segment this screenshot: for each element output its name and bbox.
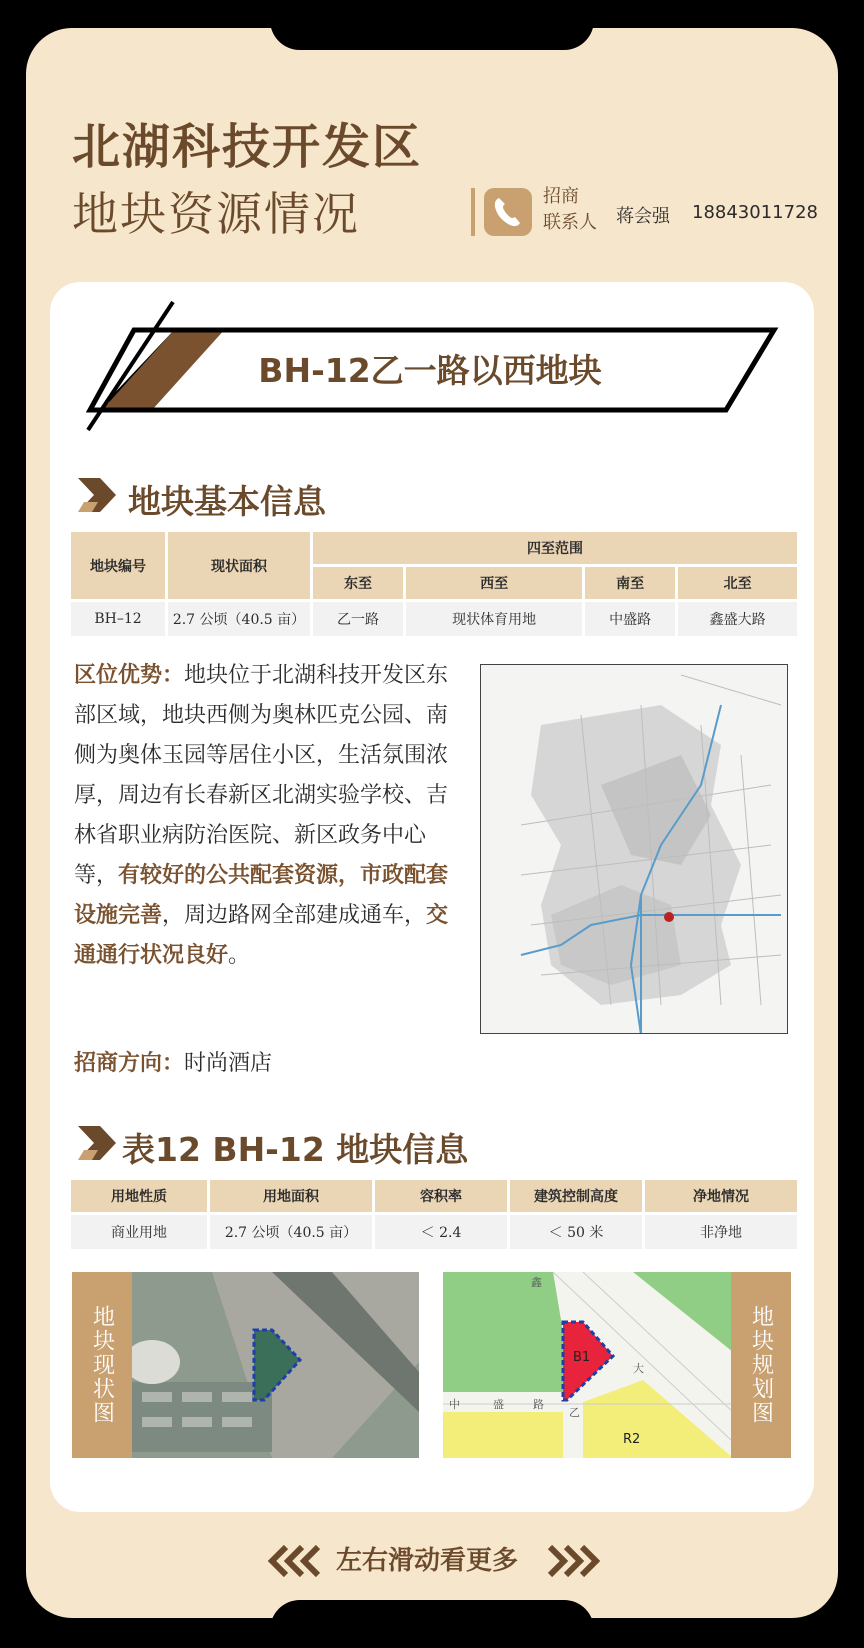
- chevron-right-double-icon[interactable]: [540, 1544, 600, 1578]
- chevron-right-icon: [78, 478, 118, 512]
- header-height: 建筑控制高度: [510, 1180, 642, 1212]
- current-status-label: 地块现状图: [72, 1272, 132, 1458]
- header-far: 容积率: [375, 1180, 507, 1212]
- advantage-label: 区位优势：: [74, 663, 185, 688]
- chevron-left-icon[interactable]: [268, 1544, 328, 1578]
- page-subtitle: 地块资源情况: [72, 187, 360, 241]
- advantage-highlight-1: 有较好的公共配套资源，市政配套设施完善: [74, 863, 449, 928]
- contact-label: [543, 184, 613, 236]
- plan-road-label: 路: [533, 1398, 544, 1411]
- contact-name: 蒋会强: [616, 206, 670, 227]
- cell-clean-land: 非净地: [645, 1215, 797, 1249]
- swipe-hint: 左右滑动看更多: [336, 1546, 519, 1576]
- plot-info-table: [68, 1177, 800, 1252]
- bottom-notch: [270, 1600, 594, 1648]
- cell-east: 乙一路: [313, 602, 403, 636]
- advantage-text-1: 地块位于北湖科技开发区东部区域，地块西侧为奥林匹克公园、南侧为奥体玉园等居住小区，生活氛围浓厚，周边有长春新区北湖实验学校、吉林省职业病防治医院、新区政务中心等，: [74, 663, 449, 888]
- contact-label-line2: 联系人: [543, 212, 597, 233]
- cell-height: ＜ 50 米: [510, 1215, 642, 1249]
- plot-title: BH-12乙一路以西地块: [258, 351, 602, 390]
- advantage-text-3: 。: [228, 943, 251, 968]
- current-status-image[interactable]: [72, 1272, 419, 1458]
- section-title-basic-info: 地块基本信息: [128, 482, 326, 521]
- page-title: 北湖科技开发区: [72, 119, 423, 175]
- plan-label-r2: R2: [623, 1432, 641, 1447]
- basic-info-table: [68, 529, 800, 639]
- header-bounds: 四至范围: [313, 532, 797, 564]
- header-land-area: 用地面积: [210, 1180, 372, 1212]
- plan-road-label: 乙: [569, 1406, 580, 1419]
- cell-south: 中盛路: [585, 602, 675, 636]
- cell-plot-id: BH–12: [71, 602, 165, 636]
- cell-north: 鑫盛大路: [678, 602, 797, 636]
- plan-road-label: 鑫: [531, 1276, 542, 1289]
- contact-label-line1: 招商: [543, 186, 579, 207]
- plan-road-label: 盛: [493, 1398, 504, 1411]
- cell-land-area: 2.7 公顷（40.5 亩）: [210, 1215, 372, 1249]
- investment-direction: [74, 1046, 272, 1077]
- cell-west: 现状体育用地: [406, 602, 582, 636]
- advantage-description: [74, 656, 466, 976]
- cell-far: ＜ 2.4: [375, 1215, 507, 1249]
- header-area: 现状面积: [168, 532, 310, 599]
- header-land-use: 用地性质: [71, 1180, 207, 1212]
- cell-land-use: 商业用地: [71, 1215, 207, 1249]
- advantage-highlight-2: 交通通行状况良好: [74, 903, 449, 968]
- chevron-right-icon: [78, 1126, 118, 1160]
- header-south: 南至: [585, 567, 675, 599]
- plan-road-label: 大: [633, 1362, 644, 1375]
- plan-road-label: 中: [449, 1398, 460, 1411]
- header-plot-id: 地块编号: [71, 532, 165, 599]
- planning-image[interactable]: [443, 1272, 791, 1458]
- top-notch: [270, 14, 594, 50]
- direction-value: 时尚酒店: [184, 1051, 273, 1076]
- contact-phone[interactable]: 18843011728: [692, 202, 818, 223]
- advantage-text-2: ，周边路网全部建成通车，: [162, 903, 427, 928]
- direction-label: 招商方向：: [74, 1051, 185, 1076]
- header-east: 东至: [313, 567, 403, 599]
- section-title-plot-table: 表12 BH-12 地块信息: [122, 1130, 469, 1169]
- planning-label: 地块规划图: [731, 1272, 791, 1458]
- table-row: [71, 602, 797, 636]
- header-clean-land: 净地情况: [645, 1180, 797, 1212]
- phone-icon[interactable]: [484, 188, 532, 236]
- header-west: 西至: [406, 567, 582, 599]
- cell-area: 2.7 公顷（40.5 亩）: [168, 602, 310, 636]
- location-map[interactable]: [480, 664, 788, 1034]
- header-divider: [471, 188, 475, 236]
- header-north: 北至: [678, 567, 797, 599]
- plan-label-b1: B1: [573, 1350, 591, 1365]
- table-row: [71, 1215, 797, 1249]
